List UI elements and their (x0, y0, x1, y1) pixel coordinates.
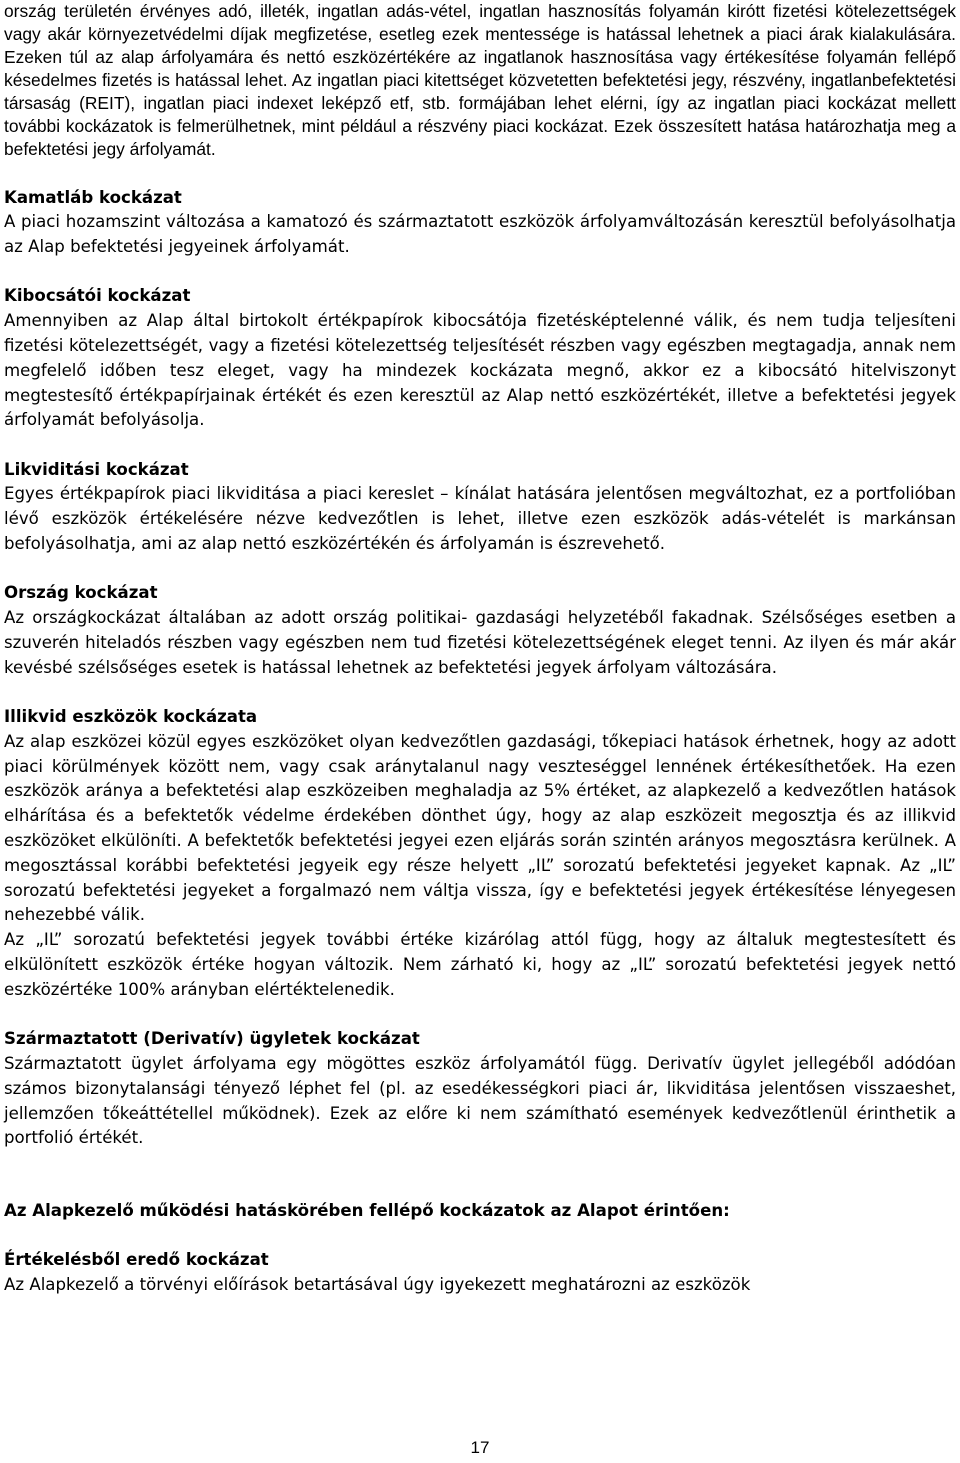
section-paragraph: A piaci hozamszint változása a kamatozó és származtatott eszközök árfolyamváltozásán keresztül befolyásolhatja az Alap befektetési jegyeinek árfolyamát. (4, 212, 956, 257)
section-illiquid-assets-risk (4, 705, 956, 1003)
page-number: 17 (470, 1438, 490, 1457)
section-heading: Kibocsátói kockázat (4, 286, 191, 306)
section-heading: Származtatott (Derivatív) ügyletek kockázat (4, 1029, 420, 1049)
operational-title: Az Alapkezelő működési hatáskörében fellépő kockázatok az Alapot érintően: (4, 1201, 730, 1221)
section-country-risk (4, 581, 956, 680)
section-derivative-risk (4, 1027, 956, 1151)
section-paragraph: Az „IL” sorozatú befektetési jegyek további értéke kizárólag attól függ, hogy az általuk megtestesített és elkülönített eszközök értéke hogyan változik. Nem zárható ki, hogy az „IL” sorozatú befektetési jegyek nettó eszközértéke 100% arányban elértéktelenedik. (4, 930, 956, 999)
section-heading: Likviditási kockázat (4, 459, 189, 479)
operational-sub-text: Az Alapkezelő a törvényi előírások betartásával úgy igyekezett meghatározni az eszközök (4, 1275, 751, 1295)
section-interest-rate-risk (4, 186, 956, 260)
section-heading: Illikvid eszközök kockázata (4, 707, 258, 727)
section-paragraph: Az alap eszközei közül egyes eszközöket olyan kedvezőtlen gazdasági, tőkepiaci hatások érhetnek, hogy az adott piaci körülmények között nem, vagy csak aránytalanul nagy veszteséggel lennének értékesíthetőek. Ha ezen eszközök aránya a befektetési alap eszközeiben meghaladja az 5% értéket, az alapkezelő a kedvezőtlen hatások elhárítása és a befektetők védelme érdekében dönthet úgy, hogy az alap eszközeit megosztja és az illikvid eszközöket elkülöníti. A befektetők befektetési jegyei ezen eljárás során szintén arányos megosztásra kerülnek. A megosztással korábbi befektetési jegyeik egy része helyett „IL” sorozatú befektetési jegyeket kapnak. Az „IL” sorozatú befektetési jegyeket a forgalmazó nem váltja vissza, így e befektetési jegyek értékesítése lényegesen nehezebbé válik. (4, 731, 956, 925)
section-heading: Kamatláb kockázat (4, 187, 182, 207)
section-paragraph: Származtatott ügylet árfolyama egy mögöttes eszköz árfolyamától függ. Derivatív ügylet jellegéből adódóan számos bizonytalansági tényező léphet fel (pl. az esedékességkori piaci ár, likviditása jelentősen visszaeshet, jellemzően tőkeáttétellel működnek). Ezek az előre ki nem számítható események kedvezőtlenül érinthetik a portfolió értékét. (4, 1053, 956, 1148)
document-page (4, 0, 956, 1298)
section-issuer-risk (4, 284, 956, 433)
section-liquidity-risk (4, 458, 956, 557)
section-operational-risks (4, 1199, 956, 1298)
section-paragraph: Amennyiben az Alap által birtokolt értékpapírok kibocsátója fizetésképtelenné válik, és nem tudja teljesíteni fizetési kötelezettségét, vagy a fizetési kötelezettség teljesítését részben vagy egészben megtagadja, annak nem megfelelő időben tesz eleget, vagy ha mindezek kockázata megnő, akkor ez a kibocsátó hitelviszonyt megtestesítő értékpapírjainak értékét és ezen keresztül az Alap nettó eszközértékét, illetve a befektetési jegyek árfolyamát befolyásolja. (4, 311, 956, 430)
section-heading: Ország kockázat (4, 583, 158, 603)
operational-sub-heading: Értékelésből eredő kockázat (4, 1250, 269, 1270)
section-paragraph: Az országkockázat általában az adott ország politikai- gazdasági helyzetéből fakadnak. Szélsőséges esetben a szuverén hiteladós részben vagy egészben nem tud fizetési kötelezettségének eleget tenni. Az ilyen és már akár kevésbé szélsőséges esetek is hatással lehetnek az befektetési jegyek árfolyam változására. (4, 608, 956, 677)
section-paragraph: Egyes értékpapírok piaci likviditása a piaci kereslet – kínálat hatására jelentősen megváltozhat, ez a portfolióban lévő eszközök értékelésére nézve kedvezőtlen is lehet, illetve ezen eszközök adás-vételét is markánsan befolyásolhatja, ami az alap nettó eszközértékén és árfolyamán is észrevehető. (4, 484, 956, 554)
intro-paragraph: ország területén érvényes adó, illeték, ingatlan adás-vétel, ingatlan hasznosítás folyamán kirótt fizetési kötelezettségek vagy akár környezetvédelmi díjak megfizetése, esetleg ezek mentessége is hatással lehetnek a piaci árak kialakulására. Ezeken túl az alap árfolyamára és nettó eszközértékére az ingatlanok hasznosítása vagy értékesítése folyamán fellépő késedelmes fizetés is hatással lehet. Az ingatlan piaci kitettséget közvetetten befektetési jegy, részvény, ingatlanbefektetési társaság (REIT), ingatlan piaci indexet leképző etf, stb. formájában lehet elérni, így az ingatlan piaci kockázat mellett további kockázatok is felmerülhetnek, mint például a részvény piaci kockázat. Ezek összesített hatása határozhatja meg a befektetési jegy árfolyamát. (4, 1, 956, 159)
